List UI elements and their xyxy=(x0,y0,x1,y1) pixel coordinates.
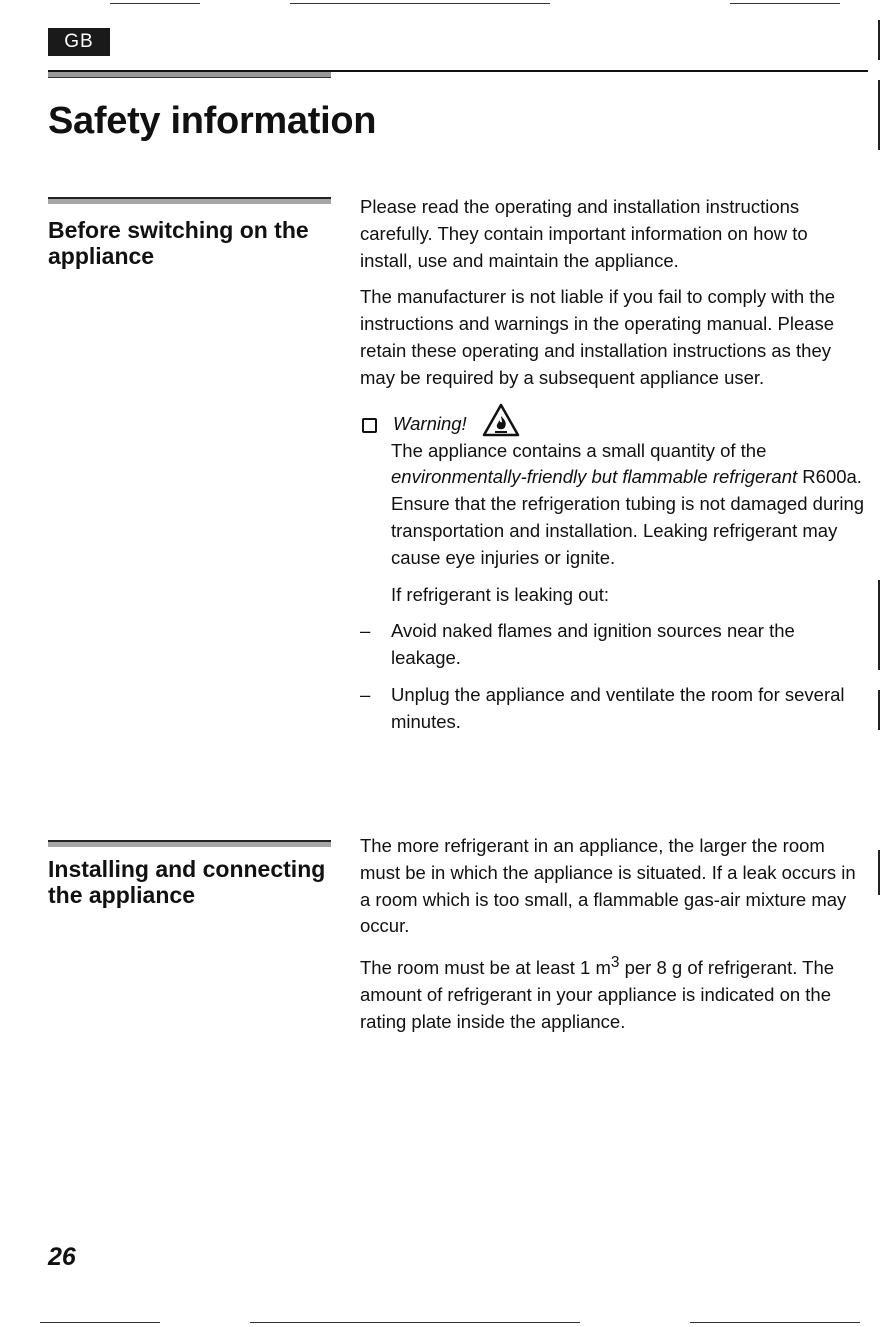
warning-row xyxy=(362,402,865,438)
page-title: Safety information xyxy=(48,100,377,142)
section-body-installing-and-connecting xyxy=(360,833,865,1046)
list-item-text: Avoid naked flames and ignition sources near the leakage. xyxy=(391,620,795,669)
language-badge: GB xyxy=(48,28,110,56)
scan-edge-mark xyxy=(690,1322,860,1323)
room-size-paragraph: The more refrigerant in an appliance, the larger the room must be in which the appliance is situated. If a leak occurs in a room which is too small, a flammable gas-air mixture may occur. xyxy=(360,835,856,937)
flammable-warning-icon xyxy=(481,402,521,438)
dash-bullet: – xyxy=(360,620,371,642)
dash-bullet: – xyxy=(360,683,371,705)
scan-edge-mark xyxy=(290,3,550,4)
scan-edge-mark xyxy=(110,3,200,4)
section-body-before-switching-on xyxy=(360,194,865,746)
checkbox-icon xyxy=(362,418,377,433)
scan-edge-mark xyxy=(730,3,840,4)
scan-edge-mark xyxy=(40,1322,160,1323)
scan-edge-mark xyxy=(250,1322,580,1323)
warning-label: Warning! xyxy=(393,412,467,434)
list-item xyxy=(360,682,865,736)
scan-edge-mark xyxy=(878,850,880,895)
section-bar xyxy=(48,197,331,204)
scan-edge-mark xyxy=(878,690,880,730)
leak-lead-text: If refrigerant is leaking out: xyxy=(391,583,609,605)
list-item-text: Unplug the appliance and ventilate the room for several minutes. xyxy=(391,683,845,732)
liability-paragraph: The manufacturer is not liable if you fail to comply with the instructions and warnings in the operating manual. Please retain these operating and installation instructions as they may be required by a subsequent appliance user. xyxy=(360,286,836,388)
page-number: 26 xyxy=(48,1243,76,1271)
warning-text: The appliance contains a small quantity of the environmentally-friendly but flammable refrigerant R600a. Ensure that the refrigeration tubing is not damaged during transportation and installation. Leaking refrigerant may cause eye injuries or ignite. xyxy=(391,439,865,568)
section-bar xyxy=(48,840,331,847)
list-item xyxy=(360,618,865,672)
room-volume-paragraph: The room must be at least 1 $m^3$ per 8 g of refrigerant. The amount of refrigerant in your appliance is indicated on the rating plate inside the appliance. xyxy=(360,954,835,1032)
section-heading-before-switching-on: Before switching on the appliance xyxy=(48,217,309,269)
scan-edge-mark xyxy=(878,580,880,670)
scan-edge-mark xyxy=(878,80,880,150)
header-bar xyxy=(48,72,331,78)
intro-paragraph: Please read the operating and installation instructions carefully. They contain important information on how to install, use and maintain the appliance. xyxy=(360,196,808,271)
scan-edge-mark xyxy=(878,20,880,60)
section-heading-installing-and-connecting: Installing and connecting the appliance xyxy=(48,856,326,908)
